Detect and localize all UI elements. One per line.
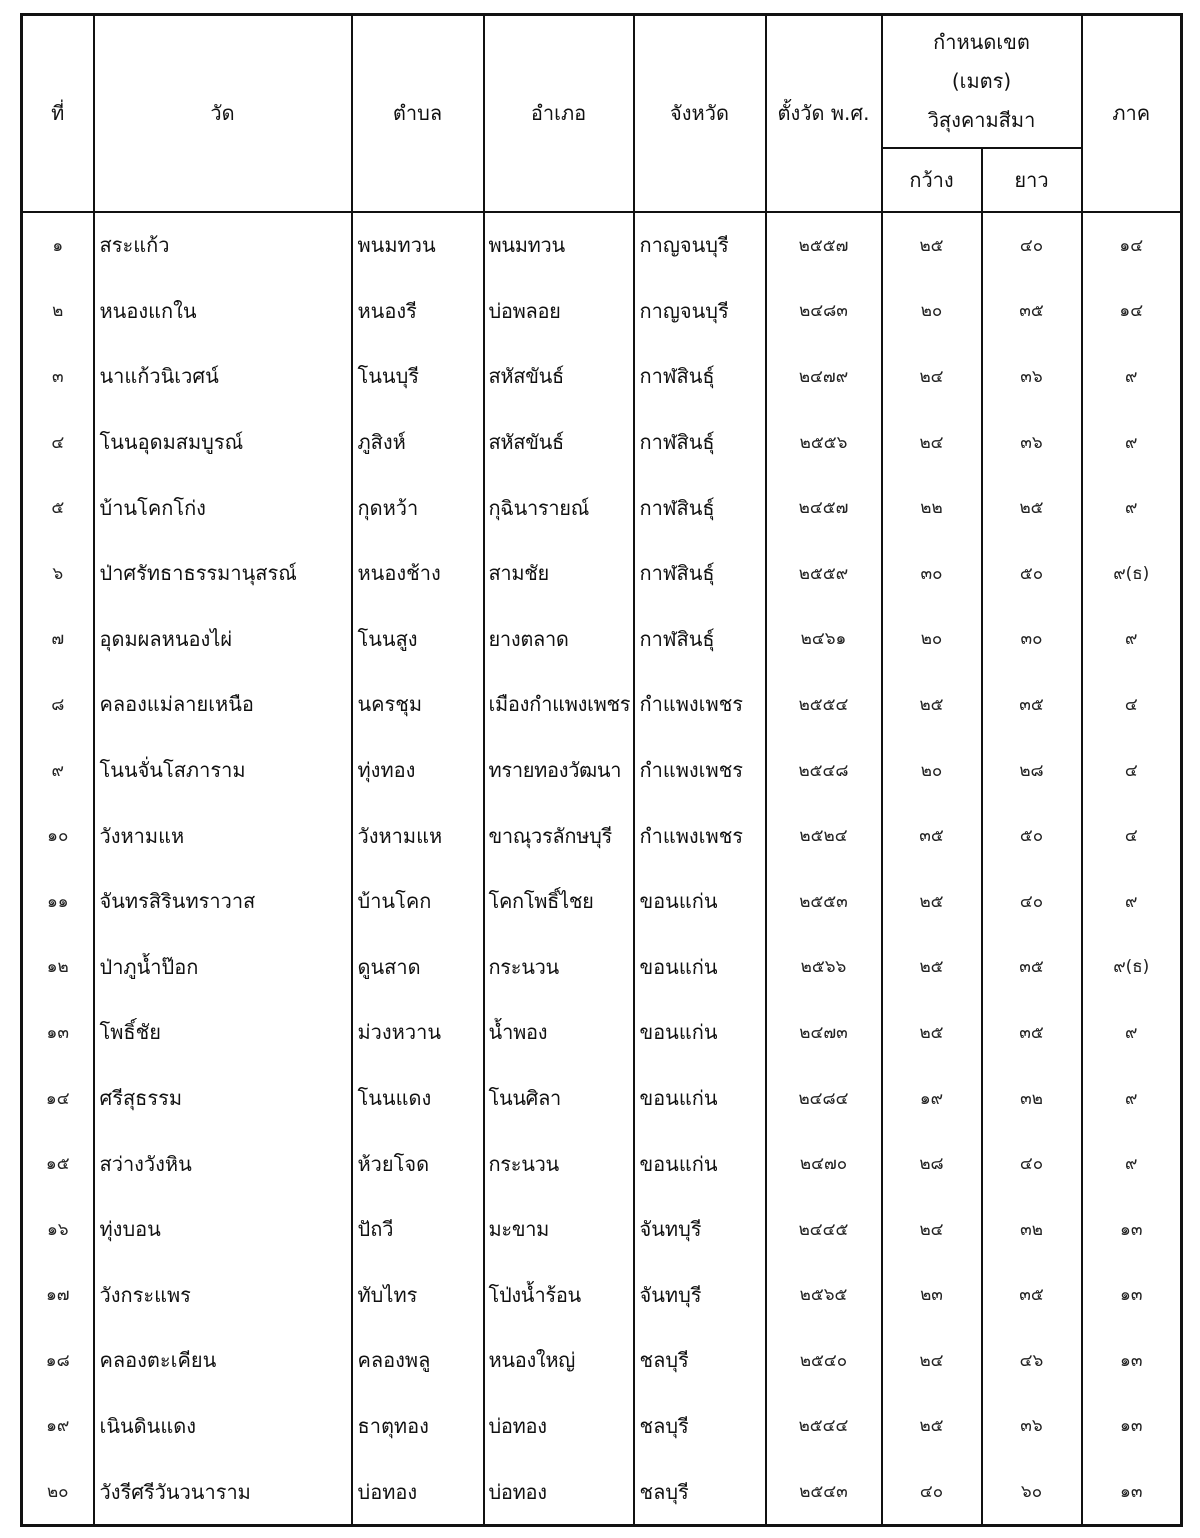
cell-no: ๑๘ [22,1328,94,1394]
cell-province: กำแพงเพชร [634,672,766,738]
header-year: ตั้งวัด พ.ศ. [766,15,882,212]
header-wat: วัด [94,15,352,212]
table-row [22,672,1182,738]
header-province: จังหวัด [634,15,766,212]
cell-year: ๒๕๔๐ [766,1328,882,1394]
cell-no: ๔ [22,409,94,475]
cell-no: ๑๑ [22,868,94,934]
cell-tambon: ภูสิงห์ [352,409,484,475]
cell-tambon: โนนแดง [352,1065,484,1131]
table-row [22,409,1182,475]
cell-province: ขอนแก่น [634,868,766,934]
cell-province: ขอนแก่น [634,1065,766,1131]
cell-no: ๑๕ [22,1131,94,1197]
cell-tambon: ทุ่งทอง [352,737,484,803]
cell-no: ๗ [22,606,94,672]
cell-wat: โนนจั่นโสภาราม [94,737,352,803]
header-tambon: ตำบล [352,15,484,212]
cell-province: จันทบุรี [634,1196,766,1262]
cell-region: ๙ [1082,1000,1182,1066]
cell-year: ๒๕๕๖ [766,409,882,475]
cell-year: ๒๕๖๕ [766,1262,882,1328]
cell-width: ๔๐ [882,1459,982,1526]
cell-year: ๒๔๘๓ [766,278,882,344]
cell-tambon: ม่วงหวาน [352,1000,484,1066]
cell-tambon: หนองช้าง [352,540,484,606]
cell-no: ๙ [22,737,94,803]
table-row [22,344,1182,410]
cell-length: ๖๐ [982,1459,1082,1526]
cell-wat: สว่างวังหิน [94,1131,352,1197]
cell-province: ขอนแก่น [634,1000,766,1066]
cell-length: ๓๒ [982,1065,1082,1131]
cell-wat: วังรีศรีวันวนาราม [94,1459,352,1526]
cell-tambon: บ่อทอง [352,1459,484,1526]
cell-year: ๒๔๘๔ [766,1065,882,1131]
cell-year: ๒๔๗๐ [766,1131,882,1197]
cell-length: ๓๕ [982,672,1082,738]
cell-width: ๒๘ [882,1131,982,1197]
cell-length: ๓๕ [982,1262,1082,1328]
cell-province: จันทบุรี [634,1262,766,1328]
table-row [22,1459,1182,1526]
header-region: ภาค [1082,15,1182,212]
cell-province: ชลบุรี [634,1393,766,1459]
cell-wat: จันทรสิรินทราวาส [94,868,352,934]
cell-year: ๒๕๕๔ [766,672,882,738]
cell-no: ๑๗ [22,1262,94,1328]
wat-boundary-table [20,13,1183,1527]
cell-amphoe: สหัสขันธ์ [484,344,634,410]
cell-amphoe: กระนวน [484,1131,634,1197]
cell-no: ๖ [22,540,94,606]
cell-wat: คลองแม่ลายเหนือ [94,672,352,738]
cell-year: ๒๕๔๔ [766,1393,882,1459]
cell-length: ๓๕ [982,278,1082,344]
table-row [22,1000,1182,1066]
cell-year: ๒๕๕๙ [766,540,882,606]
cell-amphoe: พนมทวน [484,212,634,279]
cell-no: ๘ [22,672,94,738]
cell-wat: ศรีสุธรรม [94,1065,352,1131]
cell-tambon: บ้านโคก [352,868,484,934]
cell-width: ๒๐ [882,278,982,344]
cell-region: ๑๔ [1082,278,1182,344]
cell-region: ๙(ธ) [1082,934,1182,1000]
cell-region: ๙ [1082,344,1182,410]
cell-wat: ป่าศรัทธาธรรมานุสรณ์ [94,540,352,606]
cell-region: ๙ [1082,1131,1182,1197]
cell-region: ๙ [1082,1065,1182,1131]
cell-province: กาฬสินธุ์ [634,606,766,672]
table-row [22,606,1182,672]
cell-tambon: ธาตุทอง [352,1393,484,1459]
cell-amphoe: บ่อทอง [484,1459,634,1526]
cell-province: ชลบุรี [634,1459,766,1526]
cell-tambon: คลองพลู [352,1328,484,1394]
cell-province: กาญจนบุรี [634,212,766,279]
cell-amphoe: บ่อทอง [484,1393,634,1459]
table-row [22,278,1182,344]
cell-amphoe: ขาณุวรลักษบุรี [484,803,634,869]
cell-tambon: หนองรี [352,278,484,344]
cell-region: ๙ [1082,475,1182,541]
header-length: ยาว [982,148,1082,212]
cell-amphoe: โป่งน้ำร้อน [484,1262,634,1328]
header-row-1 [22,15,1182,148]
cell-width: ๒๔ [882,344,982,410]
table-row [22,1393,1182,1459]
cell-no: ๕ [22,475,94,541]
cell-region: ๑๓ [1082,1328,1182,1394]
cell-region: ๑๓ [1082,1262,1182,1328]
cell-amphoe: น้ำพอง [484,1000,634,1066]
cell-wat: สระแก้ว [94,212,352,279]
cell-no: ๑๔ [22,1065,94,1131]
cell-province: ขอนแก่น [634,1131,766,1197]
cell-province: ชลบุรี [634,1328,766,1394]
cell-tambon: โนนสูง [352,606,484,672]
cell-region: ๙ [1082,409,1182,475]
table-row [22,934,1182,1000]
cell-tambon: ดูนสาด [352,934,484,1000]
table-row [22,803,1182,869]
cell-width: ๒๕ [882,868,982,934]
cell-region: ๔ [1082,737,1182,803]
cell-amphoe: โคกโพธิ์ไชย [484,868,634,934]
cell-region: ๙ [1082,868,1182,934]
cell-tambon: ห้วยโจด [352,1131,484,1197]
cell-tambon: พนมทวน [352,212,484,279]
cell-year: ๒๕๖๖ [766,934,882,1000]
cell-wat: วังหามแห [94,803,352,869]
cell-amphoe: บ่อพลอย [484,278,634,344]
cell-province: ขอนแก่น [634,934,766,1000]
cell-year: ๒๔๗๙ [766,344,882,410]
cell-year: ๒๕๔๘ [766,737,882,803]
header-boundary-line3: วิสุงคามสีมา [927,107,1036,132]
cell-no: ๑๐ [22,803,94,869]
header-amphoe: อำเภอ [484,15,634,212]
cell-wat: โพธิ์ชัย [94,1000,352,1066]
cell-region: ๙ [1082,606,1182,672]
cell-wat: อุดมผลหนองไผ่ [94,606,352,672]
cell-tambon: ทับไทร [352,1262,484,1328]
cell-amphoe: สามชัย [484,540,634,606]
cell-tambon: วังหามแห [352,803,484,869]
cell-amphoe: โนนศิลา [484,1065,634,1131]
cell-length: ๕๐ [982,803,1082,869]
cell-year: ๒๕๒๔ [766,803,882,869]
cell-year: ๒๔๕๗ [766,475,882,541]
cell-amphoe: เมืองกำแพงเพชร [484,672,634,738]
cell-length: ๓๕ [982,1000,1082,1066]
header-no: ที่ [22,15,94,212]
cell-amphoe: ทรายทองวัฒนา [484,737,634,803]
cell-width: ๒๔ [882,1328,982,1394]
cell-width: ๒๕ [882,672,982,738]
cell-no: ๑๒ [22,934,94,1000]
table-row [22,212,1182,279]
table-row [22,1262,1182,1328]
cell-no: ๓ [22,344,94,410]
table-header [22,15,1182,212]
cell-width: ๒๓ [882,1262,982,1328]
cell-region: ๔ [1082,803,1182,869]
cell-width: ๓๕ [882,803,982,869]
cell-tambon: นครชุม [352,672,484,738]
cell-amphoe: หนองใหญ่ [484,1328,634,1394]
cell-width: ๒๕ [882,1000,982,1066]
cell-region: ๑๓ [1082,1459,1182,1526]
cell-region: ๑๓ [1082,1393,1182,1459]
cell-no: ๒ [22,278,94,344]
cell-length: ๓๖ [982,344,1082,410]
cell-length: ๓๒ [982,1196,1082,1262]
table-body [22,212,1182,1526]
cell-wat: หนองแกใน [94,278,352,344]
header-boundary-line1: กำหนดเขต [933,29,1030,54]
table-row [22,1328,1182,1394]
table-row [22,737,1182,803]
cell-no: ๑๖ [22,1196,94,1262]
cell-province: กาญจนบุรี [634,278,766,344]
cell-width: ๒๕ [882,1393,982,1459]
cell-amphoe: สหัสขันธ์ [484,409,634,475]
cell-amphoe: ยางตลาด [484,606,634,672]
cell-wat: คลองตะเคียน [94,1328,352,1394]
cell-province: กาฬสินธุ์ [634,475,766,541]
cell-width: ๑๙ [882,1065,982,1131]
cell-year: ๒๕๕๗ [766,212,882,279]
cell-length: ๔๖ [982,1328,1082,1394]
cell-wat: นาแก้วนิเวศน์ [94,344,352,410]
cell-length: ๒๕ [982,475,1082,541]
cell-year: ๒๕๕๓ [766,868,882,934]
cell-length: ๔๐ [982,868,1082,934]
cell-wat: บ้านโคกโก่ง [94,475,352,541]
table-row [22,1196,1182,1262]
cell-amphoe: กุฉินารายณ์ [484,475,634,541]
cell-length: ๓๕ [982,934,1082,1000]
cell-width: ๒๕ [882,934,982,1000]
table-row [22,1065,1182,1131]
cell-year: ๒๔๔๕ [766,1196,882,1262]
cell-no: ๒๐ [22,1459,94,1526]
cell-province: กาฬสินธุ์ [634,344,766,410]
table-row [22,540,1182,606]
cell-width: ๒๒ [882,475,982,541]
cell-wat: โนนอุดมสมบูรณ์ [94,409,352,475]
cell-wat: ป่าภูน้ำป๊อก [94,934,352,1000]
cell-wat: เนินดินแดง [94,1393,352,1459]
cell-length: ๓๐ [982,606,1082,672]
cell-no: ๑ [22,212,94,279]
cell-region: ๑๔ [1082,212,1182,279]
header-boundary [882,15,1082,148]
cell-length: ๔๐ [982,212,1082,279]
cell-amphoe: มะขาม [484,1196,634,1262]
cell-no: ๑๙ [22,1393,94,1459]
table-row [22,475,1182,541]
cell-wat: ทุ่งบอน [94,1196,352,1262]
cell-width: ๒๐ [882,737,982,803]
cell-year: ๒๕๔๓ [766,1459,882,1526]
cell-length: ๕๐ [982,540,1082,606]
cell-width: ๒๔ [882,1196,982,1262]
cell-no: ๑๓ [22,1000,94,1066]
cell-province: กำแพงเพชร [634,737,766,803]
header-boundary-line2: (เมตร) [951,68,1012,93]
cell-width: ๒๐ [882,606,982,672]
cell-year: ๒๔๖๑ [766,606,882,672]
cell-region: ๔ [1082,672,1182,738]
cell-width: ๓๐ [882,540,982,606]
cell-length: ๓๖ [982,1393,1082,1459]
cell-tambon: โนนบุรี [352,344,484,410]
cell-year: ๒๔๗๓ [766,1000,882,1066]
cell-province: กาฬสินธุ์ [634,409,766,475]
table-row [22,868,1182,934]
table-row [22,1131,1182,1197]
cell-length: ๔๐ [982,1131,1082,1197]
cell-tambon: ปัถวี [352,1196,484,1262]
header-width: กว้าง [882,148,982,212]
cell-length: ๓๖ [982,409,1082,475]
cell-wat: วังกระแพร [94,1262,352,1328]
document-page [20,13,1180,1525]
cell-length: ๒๘ [982,737,1082,803]
cell-province: กาฬสินธุ์ [634,540,766,606]
cell-amphoe: กระนวน [484,934,634,1000]
cell-province: กำแพงเพชร [634,803,766,869]
cell-width: ๒๔ [882,409,982,475]
cell-width: ๒๕ [882,212,982,279]
cell-region: ๑๓ [1082,1196,1182,1262]
cell-tambon: กุดหว้า [352,475,484,541]
cell-region: ๙(ธ) [1082,540,1182,606]
